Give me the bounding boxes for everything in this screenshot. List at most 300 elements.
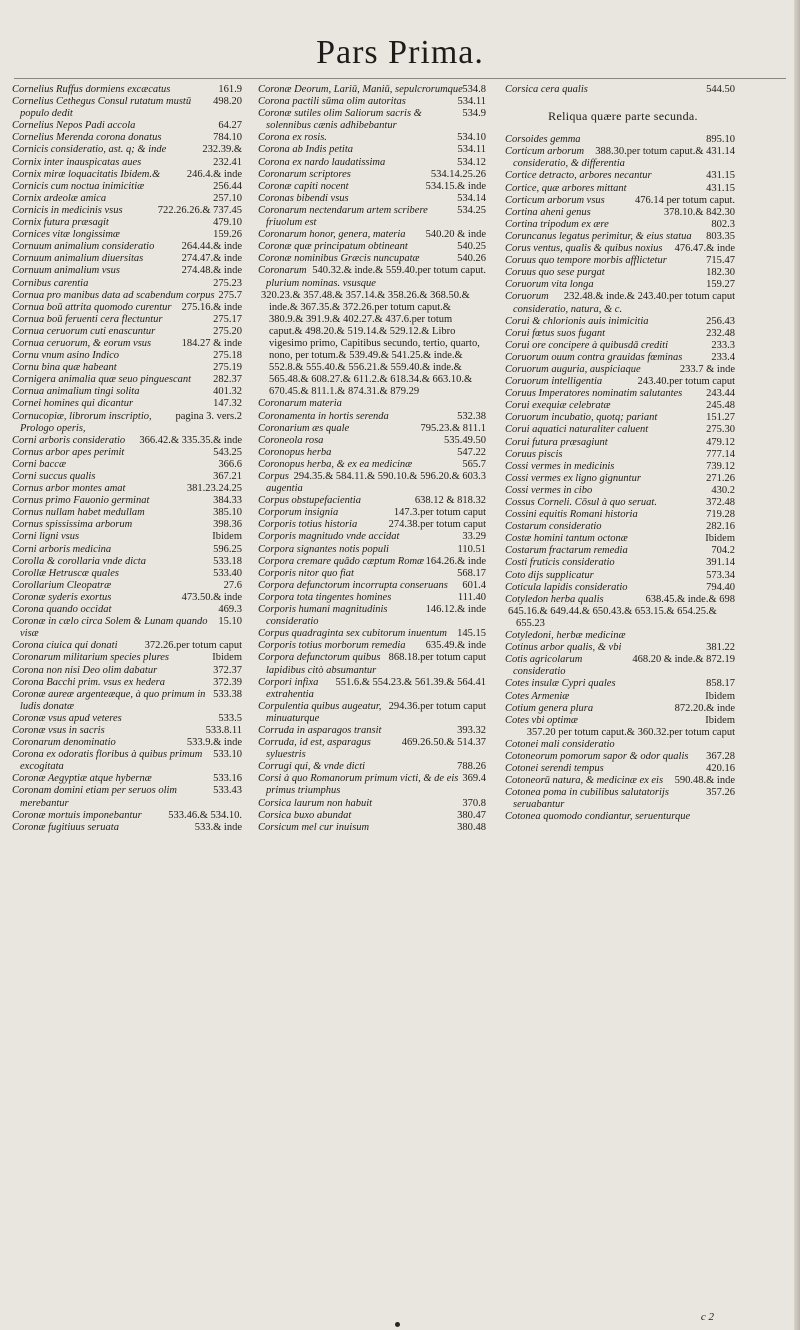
entry-reference: 147.32 bbox=[213, 398, 242, 410]
entry-term: Corni succus qualis bbox=[12, 471, 96, 482]
entry-term: Corui futura præsagiunt bbox=[505, 436, 608, 448]
entry-reference: 532.38 bbox=[457, 410, 486, 422]
entry-term: Coticula lapidis consideratio bbox=[505, 581, 628, 593]
entry-reference: 872.20.& inde bbox=[674, 702, 735, 714]
index-entry bbox=[505, 267, 741, 279]
index-entry bbox=[505, 545, 741, 557]
index-entry bbox=[258, 108, 492, 132]
entry-term: Corporis totius historia bbox=[258, 519, 358, 531]
entry-term: Corona ciuica qui donati bbox=[12, 640, 118, 652]
entry-term: Coronæ aureæ argenteæque, à quo primum in ludis donatæ bbox=[12, 688, 206, 712]
index-entry bbox=[505, 424, 741, 436]
entry-reference: 164.26.& inde bbox=[425, 555, 486, 567]
index-entry bbox=[505, 787, 741, 811]
entry-reference: 533.46.& 534.10. bbox=[168, 809, 242, 821]
index-entry bbox=[505, 400, 741, 412]
index-entry bbox=[12, 665, 248, 677]
index-entry bbox=[12, 120, 248, 132]
entry-reference: 469.3 bbox=[218, 604, 242, 616]
entry-reference: 704.2 bbox=[711, 545, 735, 557]
entry-term: Corruda in asparagos transit bbox=[258, 724, 382, 736]
entry-reference: 264.44.& inde bbox=[181, 241, 242, 253]
entry-term: Cortice detracto, arbores necantur bbox=[505, 170, 652, 182]
entry-term: Coronarium æs quale bbox=[258, 422, 350, 434]
entry-term: Corona ex nardo laudatissima bbox=[258, 156, 386, 168]
entry-term: Cornelius Cethegus Consul rutatum mustū populo dedit bbox=[12, 96, 192, 120]
entry-term: Cossus Corneli. Cōsul à quo seruat. bbox=[505, 497, 657, 508]
entry-term: Cornix inter inauspicatas aues bbox=[12, 156, 142, 168]
entry-term: Corona Bacchi prim. vsus ex hedera bbox=[12, 676, 165, 688]
entry-term: Cornix miræ loquacitatis Ibidem.& bbox=[12, 168, 161, 180]
entry-term: Coruorum consideratio, natura, & c. bbox=[505, 291, 623, 315]
entry-reference: 479.12 bbox=[706, 436, 735, 448]
entry-term: Corporis nitor quo fiat bbox=[258, 567, 354, 579]
index-entry bbox=[12, 84, 248, 96]
entry-reference: 372.37 bbox=[213, 664, 242, 676]
index-entry bbox=[258, 411, 492, 423]
index-entry bbox=[505, 642, 741, 654]
entry-reference: 367.21 bbox=[213, 471, 242, 482]
index-column-3 bbox=[505, 84, 741, 1306]
index-entry bbox=[12, 810, 248, 822]
entry-term: Corus ventus, qualis & quibus noxius bbox=[505, 243, 663, 255]
entry-reference: 645.16.& 649.44.& 650.43.& 653.15.& 654.25.& 655.23 bbox=[508, 605, 717, 629]
entry-term: Corona ex odoratis floribus à quibus primum excogitata bbox=[12, 749, 203, 773]
entry-term: Coronarum militarium species plures bbox=[12, 652, 170, 664]
index-entry bbox=[12, 241, 248, 253]
entry-reference: 795.23.& 811.1 bbox=[420, 422, 486, 434]
entry-term: Coronæ Deorum, Lariū, Maniū, sepulcrorumque bbox=[258, 84, 463, 95]
index-entry bbox=[505, 219, 741, 231]
entry-term: Coruorum ouum contra grauidas fœminas bbox=[505, 351, 683, 363]
entry-reference: 568.17 bbox=[457, 567, 486, 579]
index-entry bbox=[12, 229, 248, 241]
entry-term: Coruorum auguria, auspiciaque bbox=[505, 363, 641, 375]
entry-reference: 468.20 & inde.& 872.19 bbox=[632, 654, 735, 666]
index-entry bbox=[12, 749, 248, 773]
index-entry bbox=[258, 640, 492, 652]
index-entry bbox=[12, 314, 248, 326]
index-entry bbox=[12, 265, 248, 277]
index-entry bbox=[505, 364, 741, 376]
entry-reference: 145.15 bbox=[457, 628, 486, 640]
entry-term: Coronamenta in hortis serenda bbox=[258, 410, 389, 422]
index-entry bbox=[505, 279, 741, 291]
entry-term: Cotonea poma in cubilibus salutatorijs seruabantur bbox=[505, 787, 669, 811]
entry-term: Corsicum mel cur inuisum bbox=[258, 821, 370, 833]
entry-reference: 256.43 bbox=[706, 315, 735, 327]
index-entry bbox=[12, 338, 248, 350]
entry-reference: 739.12 bbox=[706, 460, 735, 472]
index-entry bbox=[12, 144, 248, 156]
entry-reference: 722.26.26.& 737.45 bbox=[157, 204, 242, 216]
index-entry bbox=[258, 592, 492, 604]
entry-reference: 275.7 bbox=[218, 289, 242, 301]
entry-reference: 544.50 bbox=[706, 84, 735, 95]
entry-reference: 535.49.50 bbox=[444, 434, 486, 446]
entry-reference: 367.28 bbox=[706, 750, 735, 762]
entry-term: Cornuum animalium consideratio bbox=[12, 241, 155, 253]
index-entry bbox=[12, 556, 248, 568]
entry-term: Corui ore concipere à quibusdā crediti bbox=[505, 339, 669, 351]
index-entry bbox=[505, 485, 741, 497]
entry-term: Corpora signantes notis populi bbox=[258, 543, 389, 555]
entry-reference: 534.11 bbox=[457, 144, 486, 156]
index-entry bbox=[12, 374, 248, 386]
index-entry bbox=[505, 328, 741, 340]
index-column-1 bbox=[12, 84, 248, 1306]
entry-reference: 420.16 bbox=[706, 763, 735, 775]
entry-term: Coruorum intelligentia bbox=[505, 376, 603, 388]
entry-reference: 719.28 bbox=[706, 509, 735, 521]
entry-reference: 370.8 bbox=[462, 797, 486, 809]
entry-reference: 715.47 bbox=[706, 255, 735, 267]
entry-reference: 534.10 bbox=[457, 132, 486, 144]
entry-reference: 243.44 bbox=[706, 388, 735, 400]
entry-reference: 868.18.per totum caput bbox=[388, 652, 486, 664]
entry-reference: 271.26 bbox=[706, 472, 735, 484]
index-entry bbox=[12, 677, 248, 689]
entry-term: Cotis agricolarum consideratio bbox=[505, 654, 583, 678]
entry-term: Cornua pro manibus data ad scabendum corpus bbox=[12, 289, 215, 301]
entry-reference: 388.30.per totum caput.& 431.14 bbox=[595, 146, 735, 158]
entry-term: Cornua animalium tingi solita bbox=[12, 386, 140, 398]
entry-reference: 533.43 bbox=[213, 785, 242, 797]
entry-reference: 430.2 bbox=[711, 484, 735, 496]
entry-term: Cornuum animalium diuersitas bbox=[12, 253, 144, 265]
entry-term: Coruus piscis bbox=[505, 448, 563, 460]
index-entry bbox=[258, 677, 492, 701]
entry-reference: 551.6.& 554.23.& 561.39.& 564.41 bbox=[335, 676, 486, 688]
entry-reference: 476.14 per totum caput. bbox=[634, 194, 735, 206]
title-rule bbox=[14, 78, 786, 79]
entry-term: Cornix futura præsagit bbox=[12, 217, 109, 229]
index-entry bbox=[505, 606, 741, 642]
entry-term: Coronas bibendi vsus bbox=[258, 192, 349, 204]
entry-reference: 540.20 & inde bbox=[425, 229, 486, 241]
entry-term: Corsi à quo Romanorum primum victi, & de eis primus triumphus bbox=[258, 773, 459, 797]
entry-term: Cornus primo Fauonio germinat bbox=[12, 495, 150, 507]
entry-reference: 357.26 bbox=[706, 787, 735, 799]
index-entry bbox=[12, 471, 248, 483]
entry-reference: 533.9.& inde bbox=[186, 737, 242, 749]
entry-term: Cotonea quomodo condiantur, seruenturque bbox=[505, 811, 691, 823]
index-entry bbox=[12, 205, 248, 217]
index-entry bbox=[12, 290, 248, 302]
entry-term: Cornicis consideratio, ast. q; & inde bbox=[12, 144, 167, 156]
entry-term: Coruus quo sese purgat bbox=[505, 267, 605, 279]
index-entry bbox=[12, 157, 248, 169]
index-entry bbox=[505, 811, 741, 823]
index-entry bbox=[258, 253, 492, 265]
index-entry bbox=[505, 521, 741, 533]
entry-term: Cornigera animalia quæ seuo pinguescant bbox=[12, 374, 192, 386]
entry-reference: Ibidem bbox=[212, 652, 242, 664]
entry-term: Coronæ nominibus Græcis nuncupatæ bbox=[258, 253, 420, 265]
index-entry bbox=[258, 435, 492, 447]
entry-term: Coronarum denominatio bbox=[12, 737, 116, 749]
entry-reference: 159.26 bbox=[213, 229, 242, 241]
entry-term: Coronæ vsus apud veteres bbox=[12, 712, 122, 724]
index-entry bbox=[258, 519, 492, 531]
entry-reference: 184.27 & inde bbox=[181, 337, 242, 349]
entry-term: Costi fruticis consideratio bbox=[505, 557, 615, 569]
entry-term: Cossi vermes ex ligno gignuntur bbox=[505, 472, 641, 484]
entry-reference: 540.25 bbox=[457, 241, 486, 253]
index-entry bbox=[12, 604, 248, 616]
entry-reference: 320.23.& 357.48.& 357.14.& 358.26.& 368.50.& inde.& 367.35.& 372.26.per totum caput.& 380.9.& 391.9.& 402.27.& 437.6.per totum caput.& 498.20.& 519.14.& 529.12.& Libro vigesimo primo, Capitibus secundo, tertio, quarto, nono, per totum.& 539.49.& 541.25.& inde.& 552.8.& 555.40.& 556.21.& 559.40.& inde.& 565.48.& 608.27.& 611.2.& 618.34.& 663.10.& 670.45.& 811.1.& 874.31.& 879.29 bbox=[261, 289, 480, 398]
entry-reference: 534.14 bbox=[457, 192, 486, 204]
entry-term: Coronæ vsus in sacris bbox=[12, 724, 105, 736]
entry-reference: Ibidem bbox=[212, 531, 242, 543]
entry-reference: 534.12 bbox=[457, 156, 486, 168]
entry-term: Coronopus herba bbox=[258, 446, 332, 458]
entry-term: Cotoneorum pomorum sapor & odor qualis bbox=[505, 750, 689, 762]
entry-term: Cornu bina quæ habeant bbox=[12, 362, 117, 374]
entry-term: Coronæ Aegyptiæ atque hybernæ bbox=[12, 773, 152, 785]
entry-term: Cornucopiæ, librorum inscriptio, Prologo operis, bbox=[12, 410, 152, 434]
entry-term: Coruorum vita longa bbox=[505, 279, 594, 291]
entry-reference: 534.15.& inde bbox=[425, 180, 486, 192]
index-entry bbox=[505, 340, 741, 352]
entry-term: Cornus nullam habet medullam bbox=[12, 507, 145, 519]
index-entry bbox=[258, 205, 492, 229]
entry-reference: Ibidem bbox=[705, 714, 735, 726]
index-entry bbox=[12, 531, 248, 543]
index-entry bbox=[505, 497, 741, 509]
entry-reference: 784.10 bbox=[213, 132, 242, 144]
entry-reference: 357.20 per totum caput.& 360.32.per totum caput bbox=[526, 726, 735, 738]
entry-reference: 601.4 bbox=[462, 579, 486, 591]
entry-reference: 381.23.24.25 bbox=[186, 483, 242, 495]
index-entry bbox=[258, 604, 492, 628]
entry-term: Corui exequiæ celebratæ bbox=[505, 400, 611, 412]
index-entry bbox=[12, 193, 248, 205]
entry-term: Cotes vbi optimæ bbox=[505, 714, 578, 726]
index-entry bbox=[258, 181, 492, 193]
entry-reference: Ibidem bbox=[705, 533, 735, 545]
index-entry bbox=[258, 471, 492, 495]
entry-term: Coronarum nectendarum artem scribere friuolum est bbox=[258, 204, 428, 229]
index-entry bbox=[12, 773, 248, 785]
entry-reference: 232.41 bbox=[213, 156, 242, 168]
entry-term: Corona ab Indis petita bbox=[258, 144, 353, 156]
entry-reference: 540.32.& inde.& 559.40.per totum caput. bbox=[312, 265, 486, 277]
entry-reference: 275.30 bbox=[706, 424, 735, 436]
entry-term: Corui aquatici naturaliter caluent bbox=[505, 424, 649, 436]
index-entry bbox=[12, 652, 248, 664]
entry-reference: 469.26.50.& 514.37 bbox=[401, 737, 486, 749]
entry-reference: 245.48 bbox=[706, 400, 735, 412]
entry-term: Corruda, id est, asparagus syluestris bbox=[258, 737, 371, 761]
index-entry bbox=[258, 459, 492, 471]
index-entry bbox=[505, 751, 741, 763]
entry-reference: 590.48.& inde bbox=[674, 775, 735, 787]
entry-term: Cornices vitæ longissimæ bbox=[12, 229, 120, 241]
index-entry bbox=[258, 761, 492, 773]
entry-term: Corpora tota tingentes homines bbox=[258, 591, 392, 603]
entry-term: Cornua boū attrita quomodo curentur bbox=[12, 301, 172, 313]
entry-reference: 275.19 bbox=[213, 362, 242, 374]
index-entry bbox=[258, 568, 492, 580]
entry-term: Corni arboris consideratio bbox=[12, 434, 126, 446]
entry-term: Cossini equitis Romani historia bbox=[505, 509, 638, 521]
entry-term: Corni baccæ bbox=[12, 458, 66, 470]
entry-term: Corona non nisi Deo olim dabatur bbox=[12, 664, 158, 676]
entry-reference: 476.47.& inde bbox=[674, 243, 735, 255]
entry-term: Coruorum incubatio, quotq; pariant bbox=[505, 412, 658, 424]
index-entry bbox=[12, 253, 248, 265]
entry-reference: 533.8.11 bbox=[205, 724, 242, 736]
index-entry bbox=[505, 255, 741, 267]
entry-reference: 391.14 bbox=[706, 557, 735, 569]
index-entry bbox=[12, 689, 248, 713]
entry-reference: 431.15 bbox=[706, 182, 735, 194]
index-entry bbox=[505, 582, 741, 594]
index-entry bbox=[505, 461, 741, 473]
entry-term: Cornus spississima arborum bbox=[12, 519, 133, 531]
entry-reference: 182.30 bbox=[706, 267, 735, 279]
entry-reference: 257.10 bbox=[213, 192, 242, 204]
entry-term: Coronarum plurium nominas. vsusque bbox=[258, 265, 376, 289]
index-entry bbox=[258, 241, 492, 253]
entry-term: Corui & chlorionis auis inimicitia bbox=[505, 315, 649, 327]
entry-term: Cornibus carentia bbox=[12, 277, 89, 289]
entry-reference: 794.40 bbox=[706, 581, 735, 593]
entry-term: Cotonei serendi tempus bbox=[505, 763, 604, 775]
entry-reference: 385.10 bbox=[213, 507, 242, 519]
index-entry bbox=[258, 290, 492, 411]
entry-term: Coronam domini etiam per seruos olim merebantur bbox=[12, 785, 177, 809]
entry-term: Corporis totius morborum remedia bbox=[258, 640, 406, 652]
entry-term: Coronarum honor, genera, materia bbox=[258, 229, 406, 241]
entry-term: Cornua ceruorum, & eorum vsus bbox=[12, 337, 152, 349]
page-title: Pars Prima. bbox=[316, 34, 484, 71]
entry-reference: 111.40 bbox=[457, 591, 486, 603]
index-entry bbox=[505, 352, 741, 364]
entry-reference: 372.39 bbox=[213, 676, 242, 688]
entry-reference: 384.33 bbox=[213, 495, 242, 507]
entry-reference: 431.15 bbox=[706, 170, 735, 182]
entry-term: Cornix ardeolæ amica bbox=[12, 192, 107, 204]
entry-reference: 540.26 bbox=[457, 253, 486, 265]
index-entry bbox=[258, 798, 492, 810]
index-entry bbox=[258, 822, 492, 834]
index-entry bbox=[505, 763, 741, 775]
entry-reference: 369.4 bbox=[462, 773, 486, 785]
entry-term: Coruncanus legatus perimitur, & eius statua bbox=[505, 230, 692, 242]
index-entry bbox=[258, 628, 492, 640]
index-entry bbox=[12, 435, 248, 447]
entry-term: Coronarum scriptores bbox=[258, 168, 351, 180]
entry-reference: 398.36 bbox=[213, 519, 242, 531]
entry-term: Cornelius Ruffus dormiens excæcatus bbox=[12, 84, 171, 95]
entry-term: Coronæ in cælo circa Solem & Lunam quando visæ bbox=[12, 616, 208, 640]
entry-reference: 366.6 bbox=[218, 458, 242, 470]
entry-term: Cotinus arbor qualis, & vbi bbox=[505, 642, 622, 654]
index-column-2 bbox=[258, 84, 492, 1306]
entry-term: Corsoides gemma bbox=[505, 134, 581, 146]
index-entry bbox=[505, 727, 741, 751]
entry-term: Corolla & corollaria vnde dicta bbox=[12, 555, 146, 567]
entry-term: Coronæ mortuis imponebantur bbox=[12, 809, 142, 821]
entry-term: Cotes Armeniæ bbox=[505, 690, 570, 702]
entry-reference: 232.39.& bbox=[202, 144, 242, 156]
entry-term: Costarum fractarum remedia bbox=[505, 545, 628, 557]
entry-term: Coroneola rosa bbox=[258, 434, 324, 446]
index-entry bbox=[258, 810, 492, 822]
entry-term: Cornei homines qui dicantur bbox=[12, 398, 134, 410]
index-entry bbox=[505, 509, 741, 521]
entry-term: Cortice, quæ arbores mittant bbox=[505, 182, 627, 194]
entry-term: Corpus obstupefacientia bbox=[258, 495, 361, 507]
entry-reference: 533.40 bbox=[213, 567, 242, 579]
entry-term: Cornelius Nepos Padi accola bbox=[12, 120, 136, 132]
entry-term: Cornuum animalium vsus bbox=[12, 265, 120, 277]
index-entry bbox=[12, 278, 248, 290]
index-entry bbox=[12, 169, 248, 181]
entry-reference: 233.7 & inde bbox=[679, 363, 735, 375]
entry-reference: 147.3.per totum caput bbox=[393, 507, 486, 519]
entry-term: Cornus arbor montes amat bbox=[12, 483, 126, 495]
entry-reference: 151.27 bbox=[706, 412, 735, 424]
entry-reference: pagina 3. vers.2 bbox=[175, 410, 242, 422]
entry-term: Corrugi qui, & vnde dicti bbox=[258, 761, 366, 773]
index-entry bbox=[258, 144, 492, 156]
entry-reference: 381.22 bbox=[706, 642, 735, 654]
entry-term: Cotoneorū natura, & medicinæ ex eis bbox=[505, 775, 664, 787]
index-entry bbox=[505, 243, 741, 255]
entry-term: Cornus arbor apes perimit bbox=[12, 446, 125, 458]
entry-reference: 33.29 bbox=[462, 531, 486, 543]
index-entry bbox=[258, 447, 492, 459]
index-entry bbox=[505, 412, 741, 424]
entry-term: Coronarum materia bbox=[258, 398, 342, 410]
entry-reference: 275.23 bbox=[213, 277, 242, 289]
index-entry bbox=[12, 822, 248, 834]
index-entry bbox=[505, 473, 741, 485]
index-entry bbox=[12, 640, 248, 652]
entry-term: Cornua boū feruenti cera flectuntur bbox=[12, 313, 163, 325]
entry-reference: 777.14 bbox=[706, 448, 735, 460]
index-entry bbox=[258, 737, 492, 761]
entry-reference: 534.9 bbox=[462, 108, 486, 120]
entry-term: Cotes insulæ Cypri quales bbox=[505, 678, 616, 690]
entry-term: Cortina aheni genus bbox=[505, 206, 591, 218]
entry-reference: 638.12 & 818.32 bbox=[414, 495, 486, 507]
entry-reference: 380.47 bbox=[457, 809, 486, 821]
page-edge-shadow bbox=[794, 0, 800, 1330]
index-entry bbox=[505, 437, 741, 449]
index-entry bbox=[258, 495, 492, 507]
index-entry bbox=[505, 594, 741, 606]
index-entry bbox=[258, 132, 492, 144]
ink-dot bbox=[395, 1322, 400, 1327]
index-entry bbox=[12, 568, 248, 580]
entry-term: Cornua ceruorum cuti enascuntur bbox=[12, 325, 156, 337]
entry-reference: 895.10 bbox=[706, 134, 735, 146]
index-entry bbox=[12, 411, 248, 435]
entry-term: Corporum insignia bbox=[258, 507, 339, 519]
entry-term: Coronæ syderis exortus bbox=[12, 591, 112, 603]
entry-reference: 547.22 bbox=[457, 446, 486, 458]
index-entry bbox=[258, 725, 492, 737]
entry-reference: 543.25 bbox=[213, 446, 242, 458]
index-entry bbox=[12, 217, 248, 229]
entry-term: Corsica laurum non habuit bbox=[258, 797, 373, 809]
entry-reference: 380.48 bbox=[457, 821, 486, 833]
entry-term: Corona pactili sūma olim autoritas bbox=[258, 96, 406, 108]
